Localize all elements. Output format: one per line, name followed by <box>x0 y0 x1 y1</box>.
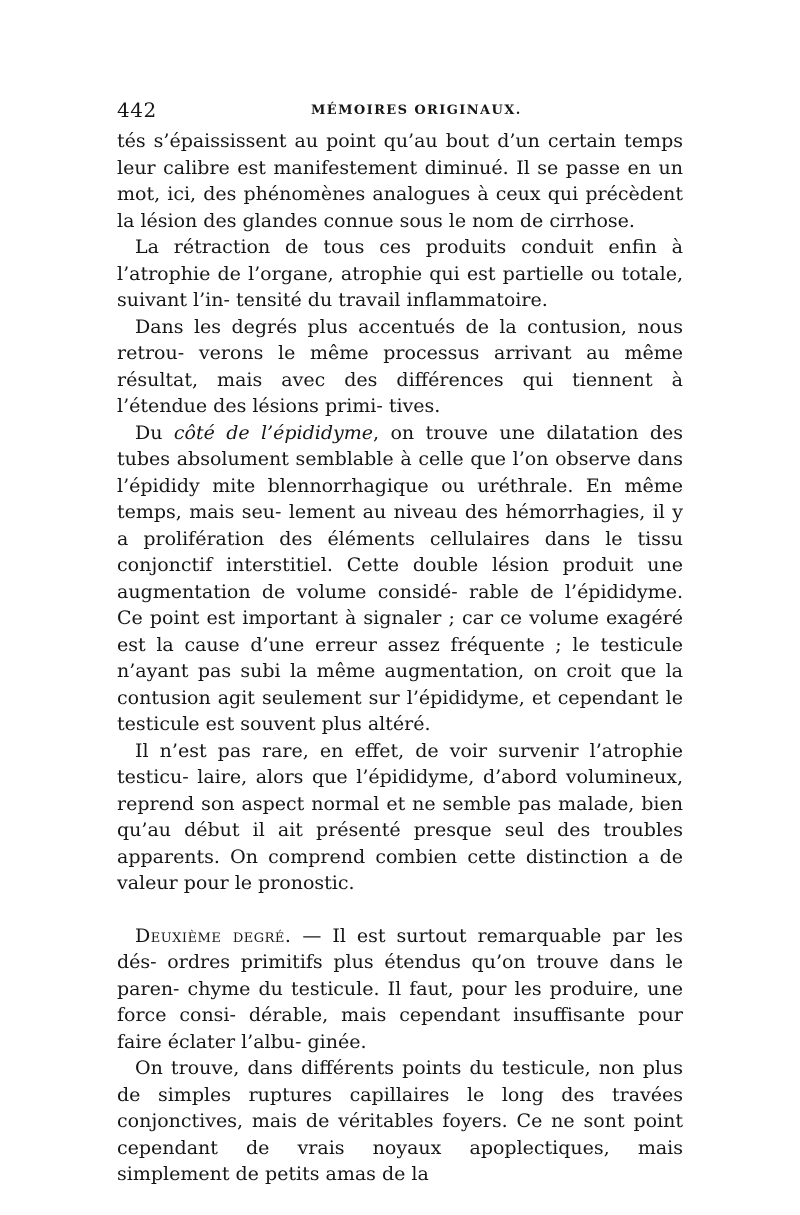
paragraph-epididyme <box>117 420 683 738</box>
text-fragment: Du <box>135 421 174 444</box>
text-line: La rétraction de tous ces produits conduit enfin à l’atrophie <box>117 236 683 285</box>
paragraph-foyers <box>117 1055 683 1188</box>
text-line: tensité du travail inflammatoire. <box>235 289 548 311</box>
text-line: chyme du testicule. Il faut, pour les produire, une force consi- <box>117 977 683 1026</box>
text-line: présenté presque seul des troubles apparents. On comprend <box>117 819 684 868</box>
page-header <box>117 98 683 128</box>
running-head: MÉMOIRES ORIGINAUX. <box>311 103 522 118</box>
paragraph-retraction <box>117 234 683 314</box>
paragraph-deuxieme-degre <box>117 923 683 1056</box>
text-line: absolument semblable à celle que l’on observe dans l’épididy <box>117 448 683 497</box>
text-fragment: , on trouve une dilatation des tubes <box>117 421 683 470</box>
section-heading: Deuxième degré. <box>135 924 292 947</box>
text-line: avec des différences qui tiennent à l’étendue des lésions primi- <box>117 368 683 417</box>
text-line: calibre est manifestement diminué. Il se passe en un mot, ici, <box>117 156 683 205</box>
text-line: simples ruptures capillaires le long des travées conjonctives, <box>117 1083 683 1132</box>
text-line: tives. <box>388 395 441 417</box>
text-line: des phénomènes analogues à ceux qui précèdent la lésion des <box>117 183 683 232</box>
paragraph-degrees <box>117 314 683 420</box>
text-line: testicule est souvent plus altéré. <box>117 713 431 735</box>
text-line: ginée. <box>307 1030 367 1053</box>
text-line: mite blennorrhagique ou uréthrale. En même temps, mais seu- <box>117 474 683 523</box>
text-line: éléments cellulaires dans le tissu conjonctif interstitiel. Cette <box>117 527 683 576</box>
text-line: ordres primitifs plus étendus qu’on trouve dans le paren- <box>117 951 683 1000</box>
body-text <box>117 128 683 1188</box>
text-line: glandes connue sous le nom de cirrhose. <box>242 209 635 232</box>
text-line: Il n’est pas rare, en effet, de voir survenir l’atrophie testicu- <box>117 739 683 788</box>
text-line: rable de l’épididyme. Ce point est important à signaler ; car ce <box>117 580 683 629</box>
italic-phrase: côté de l’épididyme <box>173 421 374 444</box>
text-line: On trouve, dans différents points du testicule, non plus de <box>117 1057 683 1106</box>
paragraph-atrophie <box>117 738 683 897</box>
text-line: tés s’épaississent au point qu’au bout d’un certain temps leur <box>117 130 683 179</box>
page-number: 442 <box>117 98 157 122</box>
text-line: noyaux apoplectiques, mais simplement de petits amas de la <box>117 1136 683 1185</box>
text-line: double lésion produit une augmentation de volume considé- <box>117 554 683 603</box>
text-line: Dans les degrés plus accentués de la contusion, nous retrou- <box>117 315 683 364</box>
text-line: aspect normal et ne semble pas malade, bien qu’au début il ait <box>117 792 683 841</box>
text-line: mais de véritables foyers. Ce ne sont point cependant de vrais <box>117 1110 683 1159</box>
text-fragment: — Il est surtout remarquable par les dés- <box>117 924 683 973</box>
text-line: lement au niveau des hémorrhagies, il y a prolifération des <box>117 501 683 550</box>
paragraph-1-continuation <box>117 128 683 234</box>
text-line: la contusion agit seulement sur l’épididyme, et cependant le <box>117 660 683 709</box>
text-line: testicule n’ayant pas subi la même augmentation, on croit que <box>117 633 683 682</box>
text-line: de l’organe, atrophie qui est partielle ou totale, suivant l’in- <box>117 262 683 311</box>
text-line: dérable, mais cependant insuffisante pour faire éclater l’albu- <box>117 1004 683 1053</box>
text-line: laire, alors que l’épididyme, d’abord volumineux, reprend son <box>117 766 683 815</box>
text-line: verons le même processus arrivant au même résultat, mais <box>117 342 683 391</box>
text-line: combien cette distinction a de valeur pour le pronostic. <box>117 845 683 894</box>
text-line: volume exagéré est la cause d’une erreur assez fréquente ; le <box>117 607 683 656</box>
